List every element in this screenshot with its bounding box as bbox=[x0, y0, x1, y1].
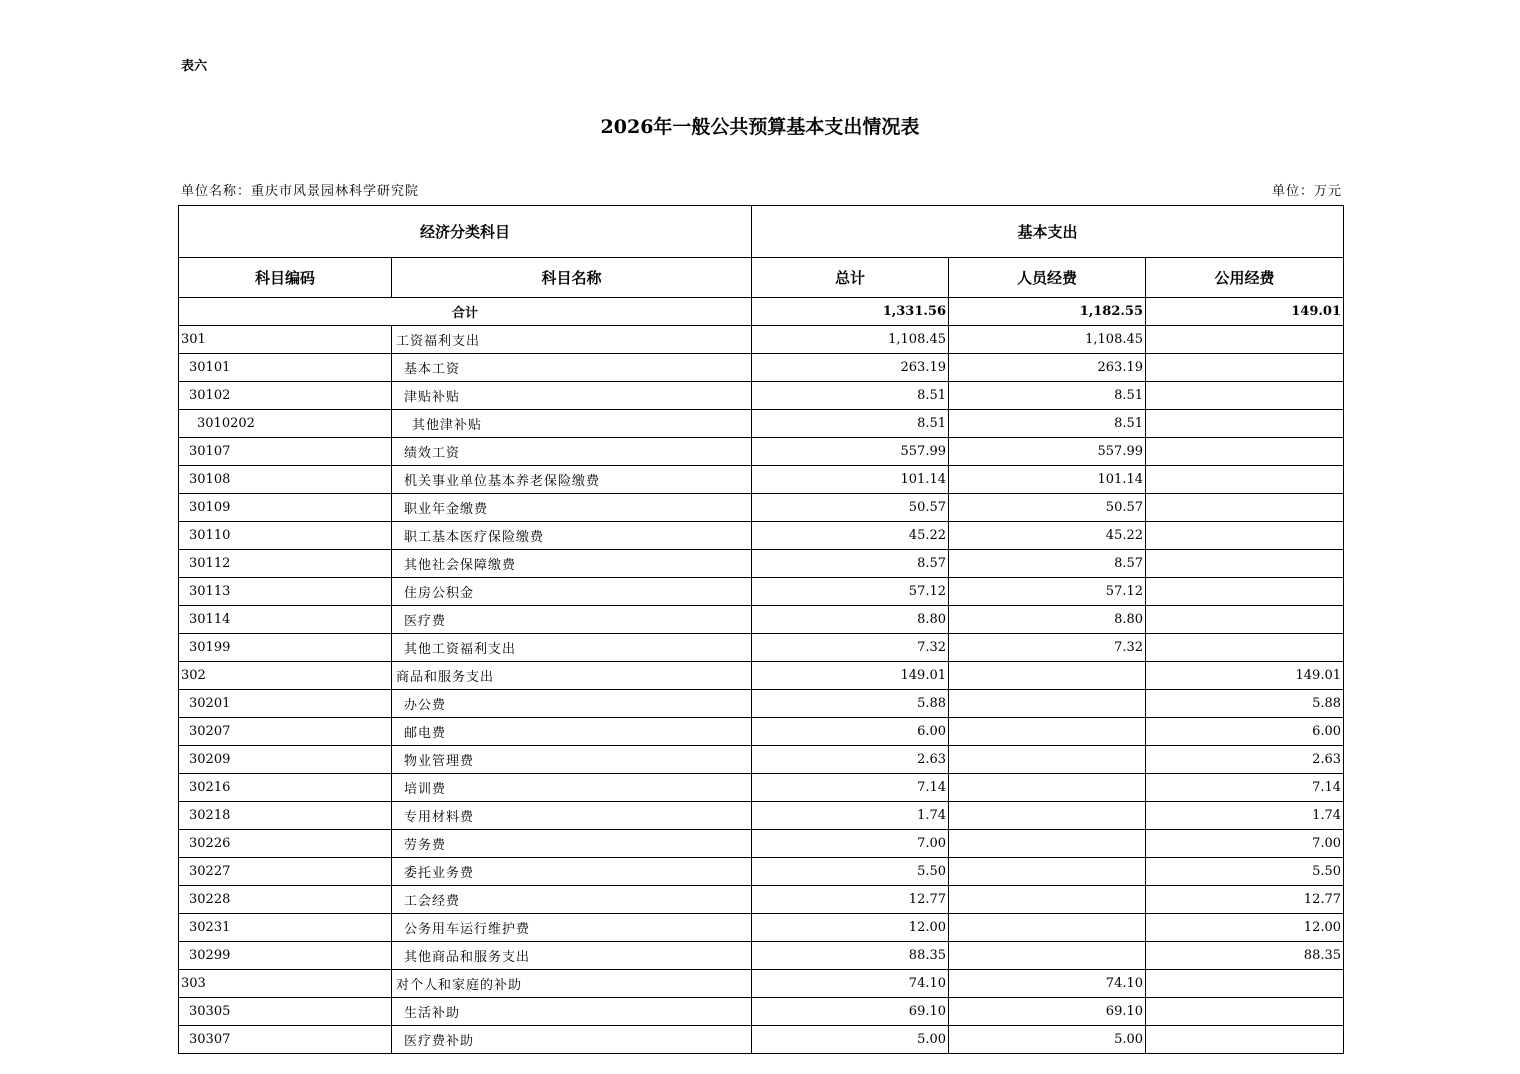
row-public-cell: 2.63 bbox=[1146, 746, 1344, 774]
row-public-cell bbox=[1146, 998, 1344, 1026]
row-public-cell: 149.01 bbox=[1146, 662, 1344, 690]
table-number: 表六 bbox=[181, 59, 208, 74]
row-public-cell: 12.00 bbox=[1146, 914, 1344, 942]
row-personnel-cell: 69.10 bbox=[949, 998, 1146, 1026]
row-name-cell: 医疗费补助 bbox=[392, 1026, 752, 1054]
row-total-cell: 7.14 bbox=[752, 774, 949, 802]
table-row bbox=[179, 746, 1344, 774]
row-personnel-cell: 557.99 bbox=[949, 438, 1146, 466]
row-public-cell bbox=[1146, 522, 1344, 550]
col-header-total: 总计 bbox=[752, 258, 949, 298]
row-name-cell: 基本工资 bbox=[392, 354, 752, 382]
row-code-cell: 30299 bbox=[179, 942, 392, 970]
table-row bbox=[179, 326, 1344, 354]
row-public-cell bbox=[1146, 634, 1344, 662]
row-name-cell: 生活补助 bbox=[392, 998, 752, 1026]
row-name-cell: 医疗费 bbox=[392, 606, 752, 634]
row-public-cell: 88.35 bbox=[1146, 942, 1344, 970]
row-code-cell: 30226 bbox=[179, 830, 392, 858]
total-public: 149.01 bbox=[1146, 298, 1344, 326]
col-header-personnel: 人员经费 bbox=[949, 258, 1146, 298]
row-personnel-cell: 8.51 bbox=[949, 382, 1146, 410]
table-row bbox=[179, 718, 1344, 746]
row-personnel-cell bbox=[949, 914, 1146, 942]
row-total-cell: 88.35 bbox=[752, 942, 949, 970]
row-code-cell: 301 bbox=[179, 326, 392, 354]
table-row bbox=[179, 1026, 1344, 1054]
row-code-cell: 30112 bbox=[179, 550, 392, 578]
row-personnel-cell bbox=[949, 690, 1146, 718]
row-total-cell: 8.51 bbox=[752, 382, 949, 410]
row-total-cell: 263.19 bbox=[752, 354, 949, 382]
row-total-cell: 5.50 bbox=[752, 858, 949, 886]
table-row bbox=[179, 858, 1344, 886]
row-name-cell: 专用材料费 bbox=[392, 802, 752, 830]
total-personnel: 1,182.55 bbox=[949, 298, 1146, 326]
total-row bbox=[179, 298, 1344, 326]
row-total-cell: 45.22 bbox=[752, 522, 949, 550]
row-total-cell: 8.80 bbox=[752, 606, 949, 634]
row-public-cell: 7.00 bbox=[1146, 830, 1344, 858]
row-public-cell: 5.50 bbox=[1146, 858, 1344, 886]
table-row bbox=[179, 802, 1344, 830]
row-code-cell: 30114 bbox=[179, 606, 392, 634]
unit-name-label: 单位名称：重庆市风景园林科学研究院 bbox=[181, 184, 420, 199]
table-row bbox=[179, 634, 1344, 662]
row-personnel-cell: 1,108.45 bbox=[949, 326, 1146, 354]
col-header-name: 科目名称 bbox=[392, 258, 752, 298]
row-code-cell: 302 bbox=[179, 662, 392, 690]
basic-expenditure-table bbox=[178, 205, 1344, 1054]
row-code-cell: 30209 bbox=[179, 746, 392, 774]
table-row bbox=[179, 886, 1344, 914]
row-total-cell: 557.99 bbox=[752, 438, 949, 466]
row-personnel-cell bbox=[949, 662, 1146, 690]
row-public-cell bbox=[1146, 550, 1344, 578]
row-total-cell: 6.00 bbox=[752, 718, 949, 746]
row-code-cell: 30108 bbox=[179, 466, 392, 494]
row-personnel-cell: 8.57 bbox=[949, 550, 1146, 578]
row-public-cell bbox=[1146, 1026, 1344, 1054]
group-header-row bbox=[179, 206, 1344, 258]
row-total-cell: 57.12 bbox=[752, 578, 949, 606]
row-name-cell: 其他工资福利支出 bbox=[392, 634, 752, 662]
column-header-row bbox=[179, 258, 1344, 298]
row-name-cell: 对个人和家庭的补助 bbox=[392, 970, 752, 998]
row-total-cell: 69.10 bbox=[752, 998, 949, 1026]
economic-classification-header: 经济分类科目 bbox=[179, 206, 752, 258]
table-row bbox=[179, 522, 1344, 550]
row-personnel-cell: 45.22 bbox=[949, 522, 1146, 550]
row-total-cell: 8.57 bbox=[752, 550, 949, 578]
row-public-cell bbox=[1146, 326, 1344, 354]
row-name-cell: 物业管理费 bbox=[392, 746, 752, 774]
row-public-cell bbox=[1146, 970, 1344, 998]
row-name-cell: 其他商品和服务支出 bbox=[392, 942, 752, 970]
row-personnel-cell bbox=[949, 858, 1146, 886]
row-name-cell: 职业年金缴费 bbox=[392, 494, 752, 522]
row-code-cell: 30199 bbox=[179, 634, 392, 662]
row-public-cell: 6.00 bbox=[1146, 718, 1344, 746]
table-row bbox=[179, 662, 1344, 690]
row-name-cell: 培训费 bbox=[392, 774, 752, 802]
table-row bbox=[179, 970, 1344, 998]
row-public-cell bbox=[1146, 606, 1344, 634]
row-personnel-cell bbox=[949, 830, 1146, 858]
row-total-cell: 1,108.45 bbox=[752, 326, 949, 354]
row-total-cell: 12.00 bbox=[752, 914, 949, 942]
row-name-cell: 职工基本医疗保险缴费 bbox=[392, 522, 752, 550]
row-public-cell: 1.74 bbox=[1146, 802, 1344, 830]
row-total-cell: 101.14 bbox=[752, 466, 949, 494]
row-personnel-cell bbox=[949, 718, 1146, 746]
row-total-cell: 149.01 bbox=[752, 662, 949, 690]
row-name-cell: 工会经费 bbox=[392, 886, 752, 914]
total-total: 1,331.56 bbox=[752, 298, 949, 326]
row-code-cell: 30218 bbox=[179, 802, 392, 830]
row-personnel-cell: 263.19 bbox=[949, 354, 1146, 382]
row-total-cell: 8.51 bbox=[752, 410, 949, 438]
total-label: 合计 bbox=[179, 298, 752, 326]
row-personnel-cell bbox=[949, 774, 1146, 802]
row-code-cell: 30227 bbox=[179, 858, 392, 886]
row-total-cell: 50.57 bbox=[752, 494, 949, 522]
row-public-cell bbox=[1146, 410, 1344, 438]
table-row bbox=[179, 998, 1344, 1026]
row-public-cell bbox=[1146, 578, 1344, 606]
row-code-cell: 303 bbox=[179, 970, 392, 998]
row-name-cell: 其他津补贴 bbox=[392, 410, 752, 438]
row-name-cell: 劳务费 bbox=[392, 830, 752, 858]
row-personnel-cell bbox=[949, 942, 1146, 970]
table-row bbox=[179, 466, 1344, 494]
row-public-cell bbox=[1146, 354, 1344, 382]
row-total-cell: 5.00 bbox=[752, 1026, 949, 1054]
row-personnel-cell: 74.10 bbox=[949, 970, 1146, 998]
page-title: 2026年一般公共预算基本支出情况表 bbox=[600, 116, 920, 138]
row-total-cell: 2.63 bbox=[752, 746, 949, 774]
col-header-code: 科目编码 bbox=[179, 258, 392, 298]
row-code-cell: 30107 bbox=[179, 438, 392, 466]
table-row bbox=[179, 382, 1344, 410]
row-personnel-cell bbox=[949, 802, 1146, 830]
row-public-cell: 7.14 bbox=[1146, 774, 1344, 802]
row-name-cell: 津贴补贴 bbox=[392, 382, 752, 410]
table-row bbox=[179, 606, 1344, 634]
row-name-cell: 住房公积金 bbox=[392, 578, 752, 606]
row-total-cell: 74.10 bbox=[752, 970, 949, 998]
row-personnel-cell: 5.00 bbox=[949, 1026, 1146, 1054]
table-row bbox=[179, 438, 1344, 466]
row-personnel-cell bbox=[949, 746, 1146, 774]
row-code-cell: 30110 bbox=[179, 522, 392, 550]
row-public-cell: 5.88 bbox=[1146, 690, 1344, 718]
currency-unit-label: 单位：万元 bbox=[1271, 184, 1342, 199]
row-personnel-cell: 8.80 bbox=[949, 606, 1146, 634]
row-personnel-cell: 50.57 bbox=[949, 494, 1146, 522]
row-personnel-cell bbox=[949, 886, 1146, 914]
row-total-cell: 7.32 bbox=[752, 634, 949, 662]
row-code-cell: 30113 bbox=[179, 578, 392, 606]
row-personnel-cell: 7.32 bbox=[949, 634, 1146, 662]
col-header-public: 公用经费 bbox=[1146, 258, 1344, 298]
row-name-cell: 邮电费 bbox=[392, 718, 752, 746]
table-row bbox=[179, 690, 1344, 718]
table-row bbox=[179, 942, 1344, 970]
row-name-cell: 公务用车运行维护费 bbox=[392, 914, 752, 942]
row-code-cell: 3010202 bbox=[179, 410, 392, 438]
table-row bbox=[179, 494, 1344, 522]
table-row bbox=[179, 410, 1344, 438]
row-name-cell: 其他社会保障缴费 bbox=[392, 550, 752, 578]
basic-expenditure-header: 基本支出 bbox=[752, 206, 1344, 258]
table-row bbox=[179, 354, 1344, 382]
table-row bbox=[179, 914, 1344, 942]
row-code-cell: 30228 bbox=[179, 886, 392, 914]
row-code-cell: 30201 bbox=[179, 690, 392, 718]
row-total-cell: 1.74 bbox=[752, 802, 949, 830]
row-public-cell: 12.77 bbox=[1146, 886, 1344, 914]
row-code-cell: 30216 bbox=[179, 774, 392, 802]
row-name-cell: 办公费 bbox=[392, 690, 752, 718]
row-name-cell: 机关事业单位基本养老保险缴费 bbox=[392, 466, 752, 494]
row-name-cell: 工资福利支出 bbox=[392, 326, 752, 354]
row-total-cell: 12.77 bbox=[752, 886, 949, 914]
row-public-cell bbox=[1146, 382, 1344, 410]
row-code-cell: 30102 bbox=[179, 382, 392, 410]
table-row bbox=[179, 830, 1344, 858]
row-code-cell: 30305 bbox=[179, 998, 392, 1026]
row-name-cell: 绩效工资 bbox=[392, 438, 752, 466]
row-personnel-cell: 8.51 bbox=[949, 410, 1146, 438]
row-total-cell: 7.00 bbox=[752, 830, 949, 858]
table-row bbox=[179, 774, 1344, 802]
row-code-cell: 30307 bbox=[179, 1026, 392, 1054]
row-public-cell bbox=[1146, 438, 1344, 466]
table-row bbox=[179, 578, 1344, 606]
row-name-cell: 商品和服务支出 bbox=[392, 662, 752, 690]
row-personnel-cell: 57.12 bbox=[949, 578, 1146, 606]
row-public-cell bbox=[1146, 466, 1344, 494]
row-code-cell: 30207 bbox=[179, 718, 392, 746]
table-row bbox=[179, 550, 1344, 578]
row-code-cell: 30101 bbox=[179, 354, 392, 382]
row-personnel-cell: 101.14 bbox=[949, 466, 1146, 494]
row-code-cell: 30109 bbox=[179, 494, 392, 522]
row-public-cell bbox=[1146, 494, 1344, 522]
row-name-cell: 委托业务费 bbox=[392, 858, 752, 886]
row-total-cell: 5.88 bbox=[752, 690, 949, 718]
row-code-cell: 30231 bbox=[179, 914, 392, 942]
